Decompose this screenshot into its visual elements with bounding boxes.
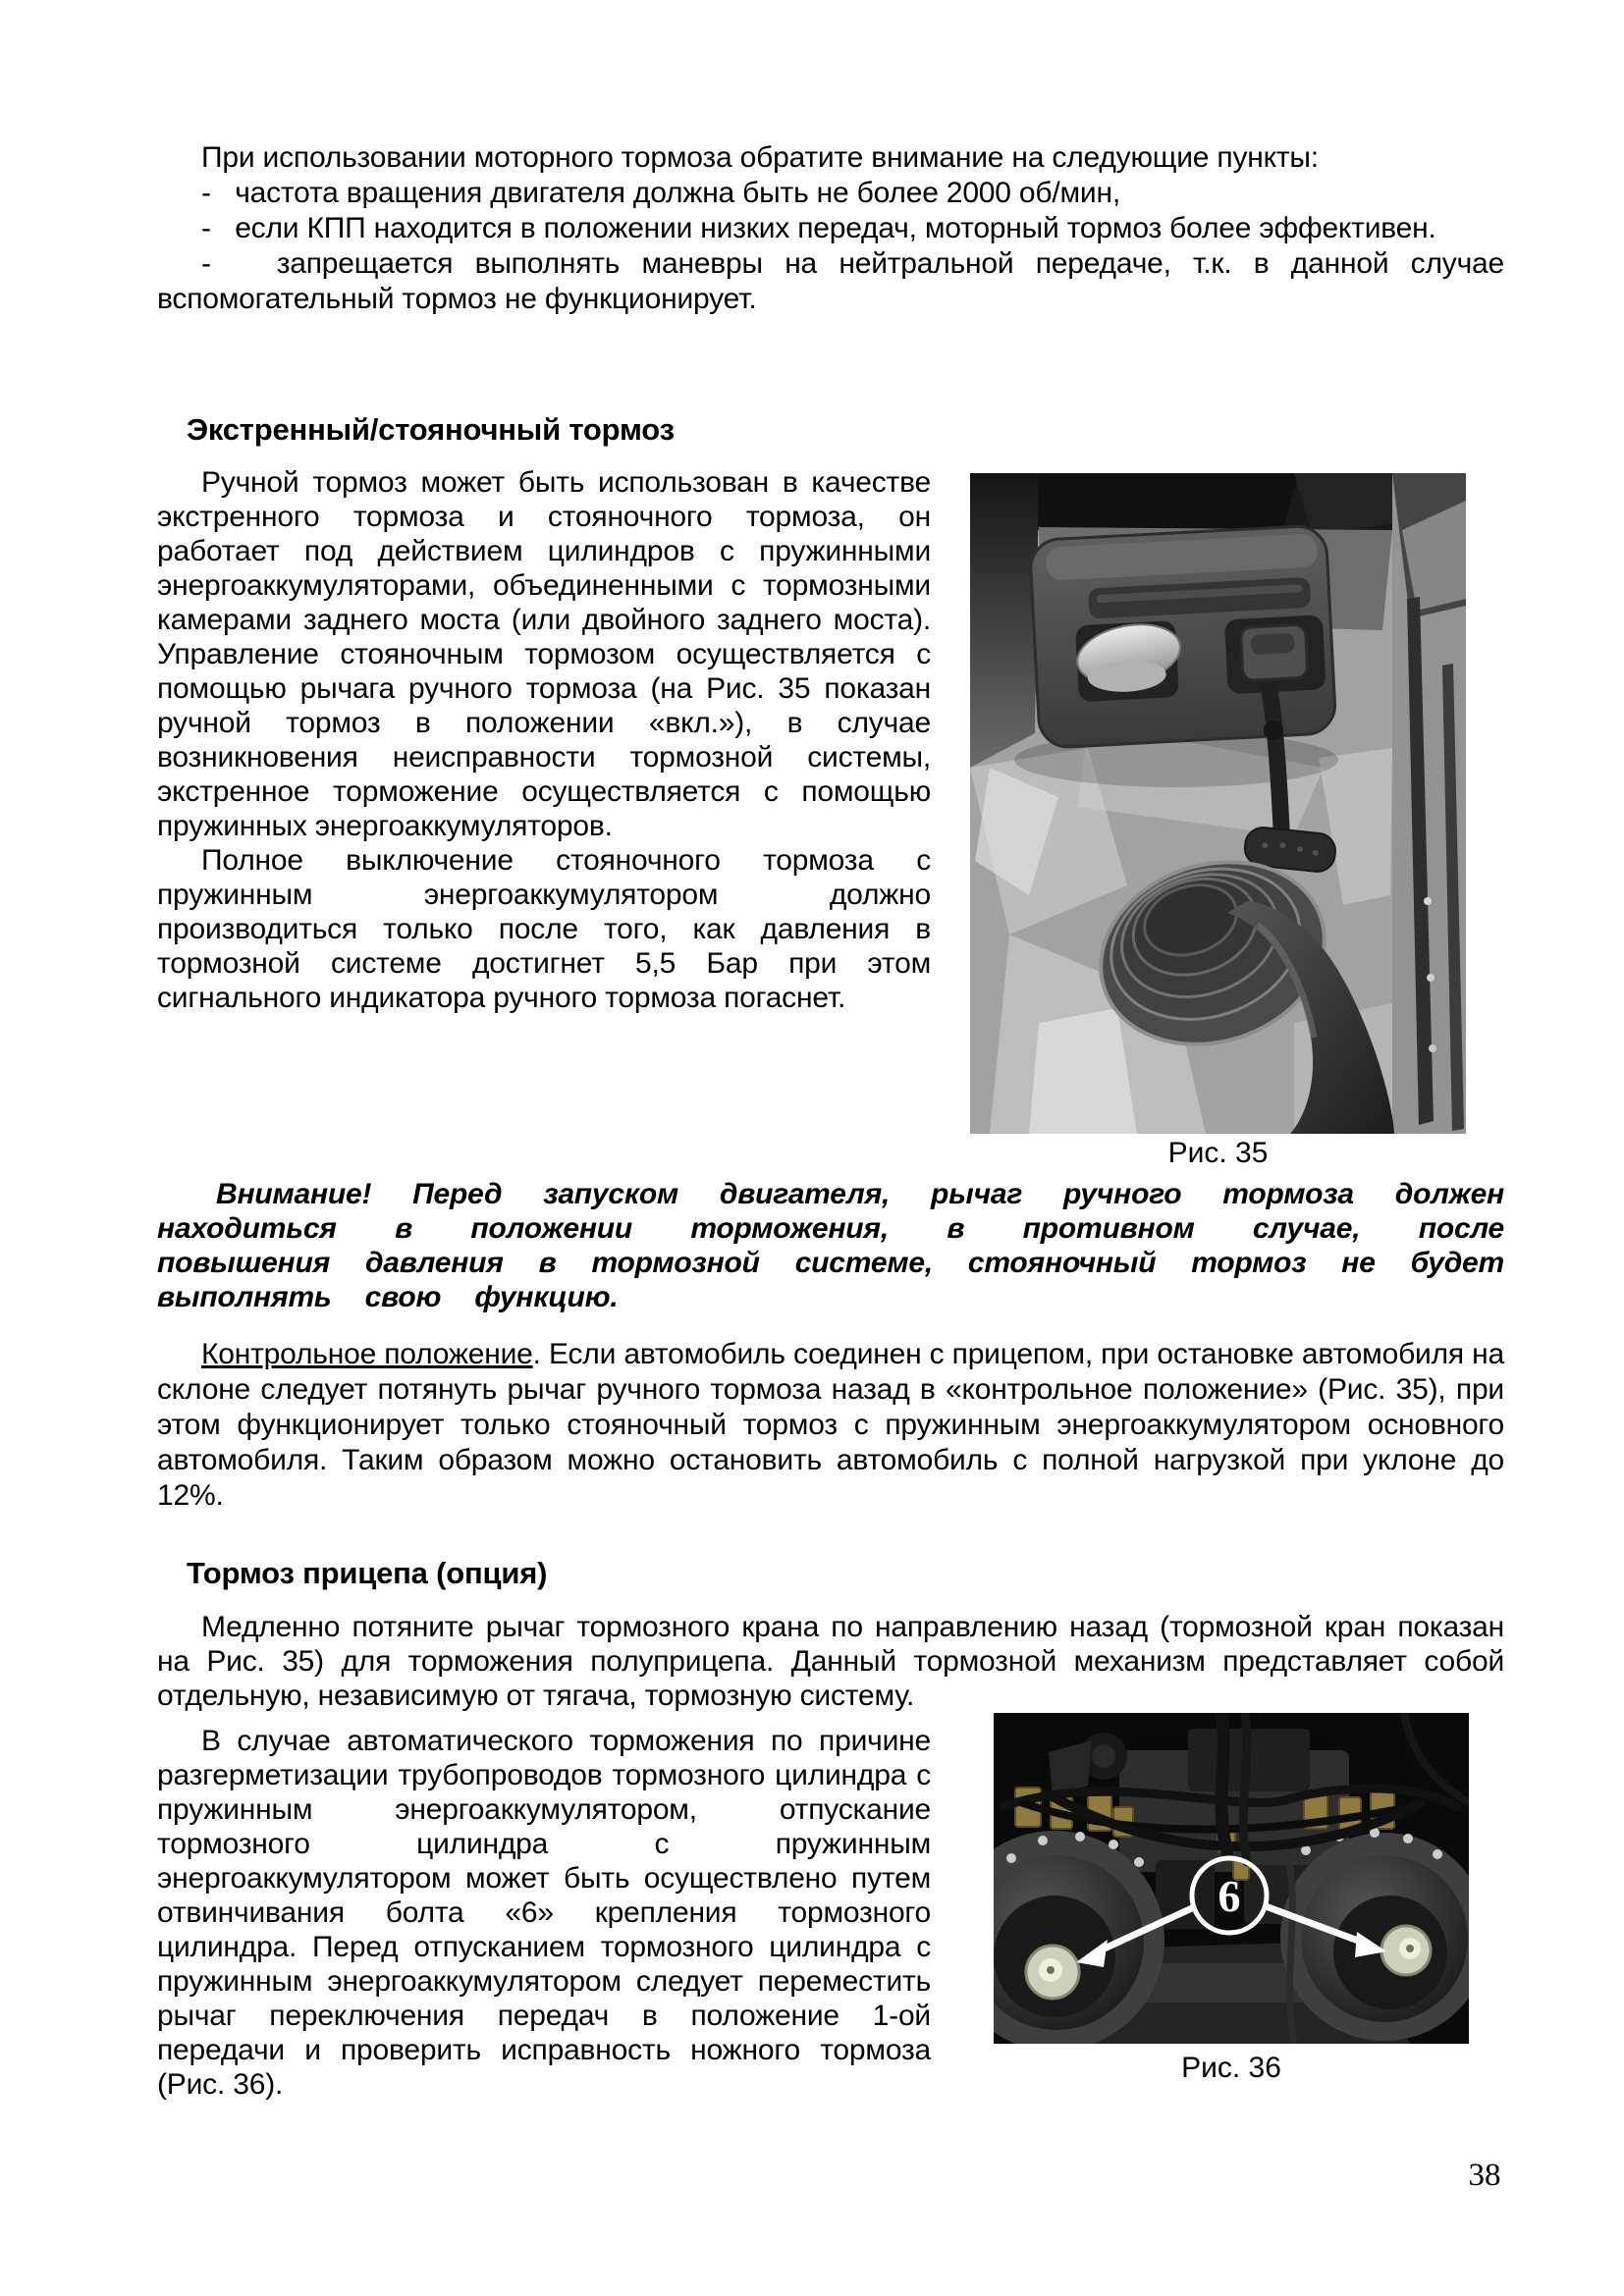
- control-position-paragraph: [157, 1337, 1504, 1514]
- list-item: - частота вращения двигателя должна быть не более 2000 об/мин,: [201, 177, 1120, 209]
- section-heading-trailer-brake: Тормоз прицепа (опция): [187, 1556, 548, 1590]
- fig35-caption: Рис. 35: [1167, 1137, 1269, 1169]
- control-position-rest: . Если автомобиль соединен с прицепом, при остановке автомобиля на склоне следует потянуть рычаг ручного тормоза назад в «контрольное положение» (Рис. 35), при этом функционирует только стояночный тормоз с пружинным энергоаккумулятором основного автомобиля. Таким образом можно остановить автомобиль с полной нагрузкой при уклоне до 12%.: [157, 1338, 1505, 1512]
- fig36-photo: [994, 1713, 1469, 2044]
- intro-block: [157, 140, 1504, 317]
- fig35-photo: [970, 473, 1466, 1134]
- page-number: 38: [1468, 2158, 1501, 2193]
- section1-text-column: [157, 465, 931, 1015]
- warning-paragraph: Внимание! Перед запуском двигателя, рычаг ручного тормоза должен находиться в положении торможения, в противном случае, после повышения давления в тормозной системе, стояночный тормоз не будет выполнять свою функцию.: [157, 1178, 1504, 1313]
- callout-label: 6: [1218, 1871, 1241, 1921]
- brake-cylinders-photo: [994, 1713, 1469, 2044]
- control-position-lead: Контрольное положение: [201, 1338, 533, 1370]
- handbrake-lever-photo: [970, 473, 1466, 1134]
- section-heading-parking-brake: Экстренный/стояночный тормоз: [187, 412, 675, 447]
- fig36-caption: Рис. 36: [1181, 2052, 1281, 2084]
- body-paragraph: Полное выключение стояночного тормоза с пружинным энергоаккумулятором должно производиться только после того, как давления в тормозной системе достигнет 5,5 Бар при этом сигнального индикатора ручного тормоза погаснет.: [157, 844, 931, 1014]
- body-paragraph: Ручной тормоз может быть использован в качестве экстренного тормоза и стояночного тормоза, он работает под действием цилиндров с пружинными энергоаккумуляторами, объединенными с тормозными камерами заднего моста (или двойного заднего моста). Управление стояночным тормозом осуществляется с помощью рычага ручного тормоза (на Рис. 35 показан ручной тормоз в положении «вкл.»), в случае возникновения неисправности тормозной системы, экстренное торможение осуществляется с помощью пружинных энергоаккумуляторов.: [157, 466, 931, 842]
- intro-lead: При использовании моторного тормоза обратите внимание на следующие пункты:: [201, 141, 1319, 174]
- body-paragraph: Медленно потяните рычаг тормозного крана по направлению назад (тормозной кран показан на Рис. 35) для торможения полуприцепа. Данный тормозной механизм представляет собой отдельную, независимую от тягача, тормозную систему.: [157, 1611, 1504, 1712]
- list-item: - запрещается выполнять маневры на нейтральной передаче, т.к. в данной случае вспомогательный тормоз не функционирует.: [157, 247, 1504, 315]
- section2-text-column: [157, 1724, 931, 2102]
- list-item: - если КПП находится в положении низких передач, моторный тормоз более эффективен.: [201, 212, 1436, 244]
- body-paragraph: В случае автоматического торможения по причине разгерметизации трубопроводов тормозного цилиндра с пружинным энергоаккумулятором, отпускание тормозного цилиндра с пружинным энергоаккумулятором может быть осуществлено путем отвинчивания болта «6» крепления тормозного цилиндра. Перед отпусканием тормозного цилиндра с пружинным энергоаккумулятором следует переместить рычаг переключения передач в положение 1-ой передачи и проверить исправность ножного тормоза (Рис. 36).: [157, 1725, 931, 2101]
